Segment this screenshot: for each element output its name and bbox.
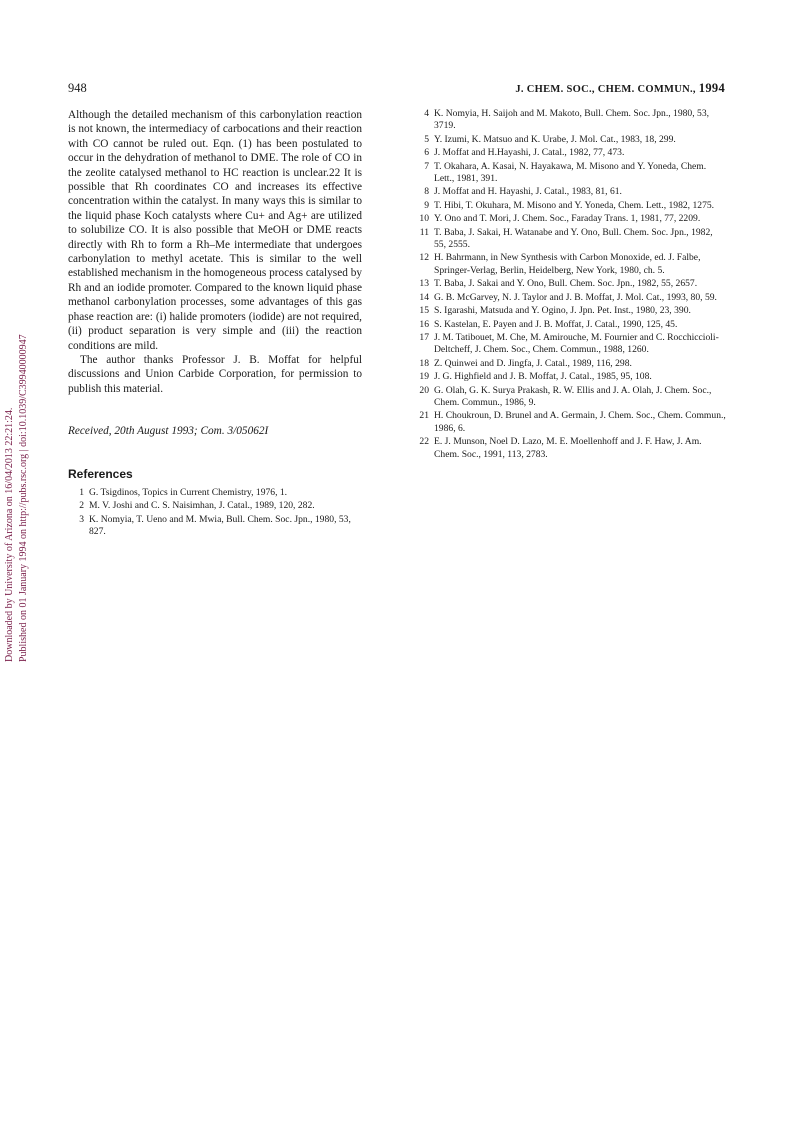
- reference-item: [413, 278, 727, 290]
- reference-text: K. Nomyia, H. Saijoh and M. Makoto, Bull. Chem. Soc. Jpn., 1980, 53, 3719.: [434, 108, 710, 132]
- reference-text: E. J. Munson, Noel D. Lazo, M. E. Moellenhoff and J. F. Haw, J. Am. Chem. Soc., 1991, 113, 2783.: [434, 436, 702, 460]
- reference-list-right: [413, 108, 727, 461]
- reference-item: [413, 161, 727, 186]
- reference-item: [413, 252, 727, 277]
- reference-text: T. Hibi, T. Okuhara, M. Misono and Y. Yoneda, Chem. Lett., 1982, 1275.: [434, 199, 715, 211]
- reference-number: 11: [419, 226, 429, 238]
- reference-item: [413, 436, 727, 461]
- reference-text: T. Baba, J. Sakai and Y. Ono, Bull. Chem. Soc. Jpn., 1982, 55, 2657.: [434, 278, 698, 290]
- right-column: [413, 108, 727, 462]
- reference-number: 8: [424, 186, 429, 198]
- reference-number: 16: [419, 318, 429, 330]
- reference-text: J. M. Tatibouet, M. Che, M. Amirouche, M. Fournier and C. Rocchiccioli-Deltcheff, J. Chem. Soc., Chem. Commun., 1988, 1260.: [434, 331, 719, 356]
- reference-number: 7: [424, 160, 429, 172]
- reference-number: 20: [419, 384, 429, 396]
- reference-text: T. Baba, J. Sakai, H. Watanabe and Y. Ono, Bull. Chem. Soc. Jpn., 1982, 55, 2555.: [434, 226, 713, 251]
- reference-item: [68, 487, 362, 499]
- reference-item: [413, 213, 727, 225]
- reference-text: J. G. Highfield and J. B. Moffat, J. Catal., 1985, 95, 108.: [434, 371, 652, 383]
- reference-number: 10: [419, 213, 429, 225]
- reference-number: 19: [419, 371, 429, 383]
- download-notice: Downloaded by University of Arizona on 16/04/2013 22:21:24.: [4, 407, 15, 662]
- references-heading: References: [68, 466, 133, 481]
- reference-number: 12: [419, 252, 429, 264]
- reference-text: G. B. McGarvey, N. J. Taylor and J. B. Moffat, J. Mol. Cat., 1993, 80, 59.: [434, 291, 717, 303]
- reference-number: 13: [419, 278, 429, 290]
- reference-number: 4: [424, 108, 429, 119]
- reference-text: H. Choukroun, D. Brunel and A. Germain, J. Chem. Soc., Chem. Commun., 1986, 6.: [434, 410, 726, 434]
- reference-number: 17: [419, 331, 429, 343]
- reference-number: 2: [79, 500, 84, 512]
- reference-item: [413, 108, 727, 133]
- reference-number: 18: [419, 357, 429, 369]
- reference-text: K. Nomyia, T. Ueno and M. Mwia, Bull. Chem. Soc. Jpn., 1980, 53, 827.: [89, 513, 351, 538]
- reference-text: G. Olah, G. K. Surya Prakash, R. W. Ellis and J. A. Olah, J. Chem. Soc., Chem. Commun., 1986, 9.: [434, 384, 712, 408]
- reference-item: [413, 385, 727, 410]
- reference-number: 14: [419, 291, 429, 303]
- page-number: 948: [68, 81, 87, 95]
- reference-number: 15: [419, 305, 429, 317]
- reference-item: [413, 200, 727, 212]
- reference-text: J. Moffat and H. Hayashi, J. Catal., 1983, 81, 61.: [434, 186, 622, 198]
- reference-number: 9: [424, 199, 429, 211]
- reference-item: [413, 319, 727, 331]
- reference-text: Y. Ono and T. Mori, J. Chem. Soc., Faraday Trans. 1, 1981, 77, 2209.: [434, 213, 701, 225]
- reference-item: [413, 147, 727, 159]
- left-column: [68, 108, 362, 540]
- reference-text: S. Igarashi, Matsuda and Y. Ogino, J. Jpn. Pet. Inst., 1980, 23, 390.: [434, 305, 691, 317]
- received-date: Received, 20th August 1993; Com. 3/05062I: [68, 425, 269, 438]
- reference-number: 22: [419, 436, 429, 448]
- reference-item: [68, 514, 362, 539]
- reference-text: H. Bahrmann, in New Synthesis with Carbon Monoxide, ed. J. Falbe, Springer-Verlag, Berlin, Heidelberg, New York, 1980, ch. 5.: [434, 252, 701, 276]
- journal-name: J. CHEM. SOC., CHEM. COMMUN.,: [515, 84, 696, 95]
- reference-item: [413, 371, 727, 383]
- reference-item: [413, 410, 727, 435]
- reference-item: [413, 292, 727, 304]
- reference-text: Z. Quinwei and D. Jingfa, J. Catal., 1989, 116, 298.: [434, 357, 632, 369]
- publication-notice: Published on 01 January 1994 on http://pubs.rsc.org | doi:10.1039/C39940000947: [18, 334, 29, 662]
- reference-text: Y. Izumi, K. Matsuo and K. Urabe, J. Mol. Cat., 1983, 18, 299.: [434, 133, 676, 145]
- reference-item: [413, 227, 727, 252]
- journal-running-head: [515, 81, 725, 96]
- reference-item: [68, 500, 362, 512]
- reference-number: 6: [424, 147, 429, 159]
- reference-text: S. Kastelan, E. Payen and J. B. Moffat, J. Catal., 1990, 125, 45.: [434, 318, 678, 330]
- reference-item: [413, 186, 727, 198]
- reference-list-left: [68, 487, 362, 539]
- acknowledgement-paragraph: The author thanks Professor J. B. Moffat for helpful discussions and Union Carbide Corporation, for permission to publish this material.: [68, 353, 362, 395]
- reference-text: J. Moffat and H.Hayashi, J. Catal., 1982, 77, 473.: [434, 147, 625, 159]
- body-paragraph-1: Although the detailed mechanism of this carbonylation reaction is not known, the intermediacy of carbocations and their reaction with CO cannot be ruled out. Eqn. (1) has been postulated to occur in the dehydration of methanol to DME. The role of CO in the zeolite catalysed methanol to HC reaction is unclear.22 It is possible that Rh coordinates CO and increases its effective concentration within the catalyst. In many ways this is similar to the liquid phase Koch catalysts where Cu+ and Ag+ are utilized to solubilize CO. It is also possible that MeOH or DME reacts directly with Rh to form a Rh–Me intermediate that undergoes carbonylation to methyl acetate. This is similar to the well established mechanism in the homogeneous process catalysed by Rh and an iodide promoter. Compared to the known liquid phase methanol carbonylation processes, some advantages of this gas phase reaction are: (i) halide promoters (iodide) are not required, (ii) product separation is very simple and (iii) the reaction conditions are mild.: [68, 109, 362, 352]
- reference-number: 5: [424, 133, 429, 145]
- reference-item: [413, 305, 727, 317]
- reference-number: 1: [79, 486, 84, 498]
- reference-number: 21: [419, 410, 429, 422]
- reference-item: [413, 332, 727, 357]
- reference-text: T. Okahara, A. Kasai, N. Hayakawa, M. Misono and Y. Yoneda, Chem. Lett., 1981, 391.: [434, 160, 707, 185]
- reference-text: M. V. Joshi and C. S. Naisimhan, J. Catal., 1989, 120, 282.: [89, 500, 315, 512]
- reference-item: [413, 134, 727, 146]
- reference-text: G. Tsigdinos, Topics in Current Chemistry, 1976, 1.: [89, 486, 288, 498]
- reference-number: 3: [79, 513, 84, 525]
- reference-item: [413, 358, 727, 370]
- journal-year: 1994: [698, 81, 725, 95]
